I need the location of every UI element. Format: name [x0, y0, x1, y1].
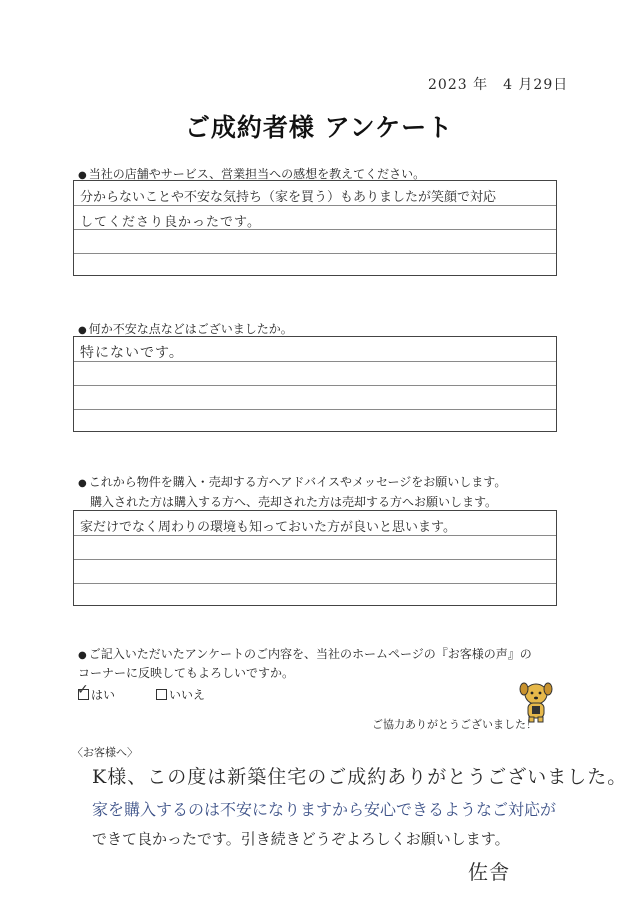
- ruled-line: [74, 205, 556, 206]
- yes-checkbox[interactable]: [77, 682, 89, 700]
- page-title: ご成約者様 アンケート: [184, 113, 454, 142]
- ruled-line: [74, 253, 556, 254]
- bullet-icon: ●: [78, 650, 87, 661]
- no-checkbox[interactable]: [156, 689, 167, 700]
- question-3-label: [78, 473, 506, 490]
- no-label: いいえ: [169, 688, 206, 702]
- consent-text-1: ご記入いただいたアンケートのご内容を、当社のホームページの『お客様の声』の: [88, 647, 532, 661]
- ruled-line: [74, 409, 556, 410]
- ruled-line: [74, 385, 556, 386]
- staff-message-heading: 〈お客様へ〉: [72, 746, 138, 759]
- consent-question: [78, 645, 532, 662]
- answer-box-1[interactable]: [73, 180, 557, 276]
- date-field: 2023 年 4 月29日: [428, 77, 569, 93]
- ruled-line: [74, 559, 556, 560]
- question-text: これから物件を購入・売却する方へアドバイスやメッセージをお願いします。: [88, 475, 507, 489]
- consent-text-2: コーナーに反映してもよろしいですか。: [78, 666, 295, 680]
- question-2-label: [78, 320, 293, 337]
- consent-yes-option[interactable]: [77, 682, 116, 703]
- question-text: 当社の店舗やサービス、営業担当への感想を教えてください。: [88, 167, 426, 181]
- bullet-icon: ●: [78, 170, 87, 181]
- staff-message-line-1: K様、この度は新築住宅のご成約ありがとうございました。: [92, 766, 628, 788]
- question-3-sublabel: 購入された方は購入する方へ、売却された方は売却する方へお願いします。: [90, 495, 498, 509]
- bullet-icon: ●: [78, 325, 87, 336]
- consent-no-option[interactable]: [156, 686, 205, 703]
- staff-signature: 佐舎: [468, 860, 510, 884]
- answer-1-line-1: 分からないことや不安な気持ち（家を買う）もありましたが笑顔で対応: [80, 190, 497, 205]
- staff-message-line-2-text: 家を購入するのは不安になりますから安心できるようなご対応が: [92, 800, 557, 819]
- ruled-line: [74, 535, 556, 536]
- question-text: 何か不安な点などはございましたか。: [88, 322, 293, 336]
- answer-1-line-2: してくださり良かったです。: [80, 215, 261, 230]
- answer-2-line-1: 特にないです。: [80, 345, 184, 361]
- staff-message-line-3: できて良かったです。引き続きどうぞよろしくお願いします。: [92, 830, 510, 848]
- answer-box-2[interactable]: [73, 336, 557, 432]
- answer-box-3[interactable]: [73, 510, 557, 606]
- ruled-line: [74, 583, 556, 584]
- check-mark-icon: ✓: [77, 682, 89, 698]
- answer-3-line-1: 家だけでなく周わりの環境も知っておいた方が良いと思います。: [80, 520, 456, 535]
- yes-label: はい: [91, 688, 116, 702]
- thanks-text: ご協力ありがとうございました！: [372, 718, 537, 731]
- staff-message-line-2: [92, 797, 556, 820]
- bullet-icon: ●: [78, 478, 87, 489]
